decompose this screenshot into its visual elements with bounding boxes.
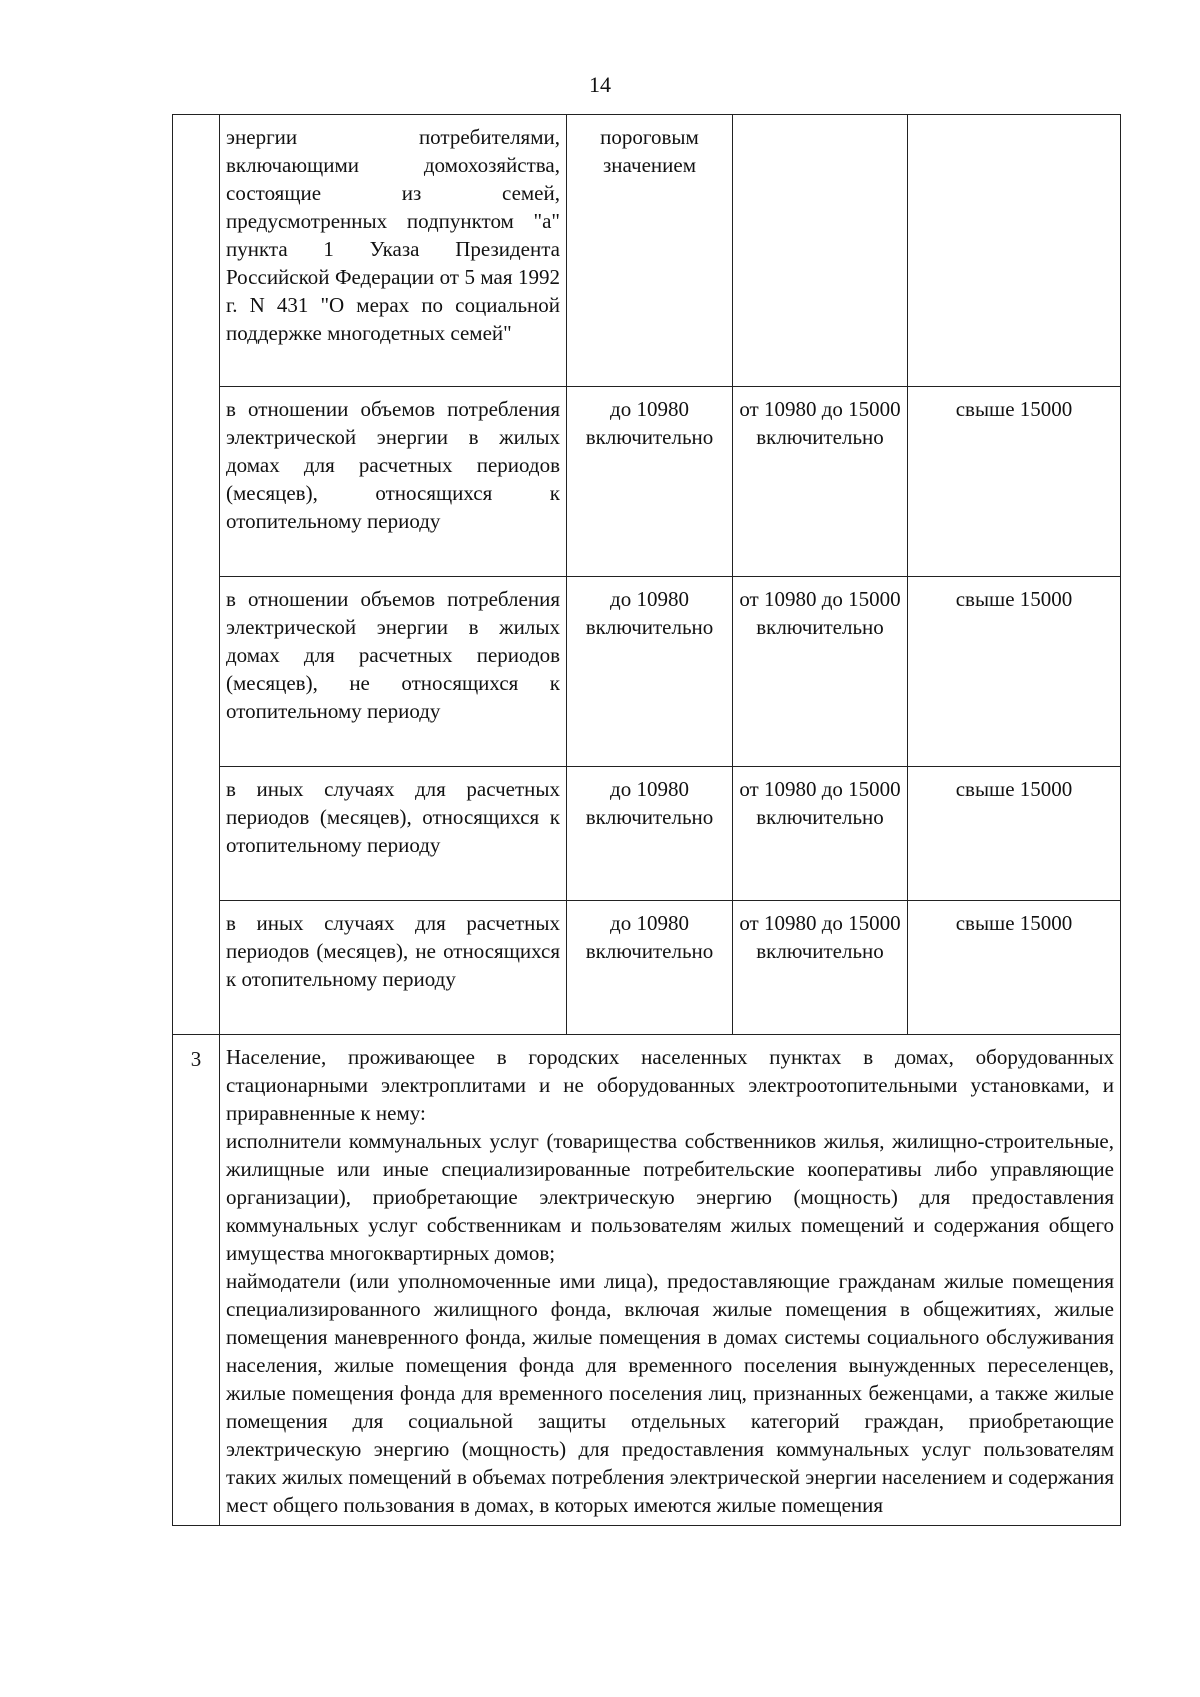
above-cell: свыше 15000 xyxy=(908,901,1121,1035)
paragraph: наймодатели (или уполномоченные ими лица), предоставляющие гражданам жилые помещения специализированного жилищного фонда, включая жилые помещения в общежитиях, жилые помещения маневренного фонда, жилые помещения в домах системы социального обслуживания населения, жилые помещения фонда для временного поселения вынужденных переселенцев, жилые помещения фонда для временного поселения лиц, признанных беженцами, а также жилые помещения для социальной защиты отдельных категорий граждан, приобретающие электрическую энергию (мощность) для предоставления коммунальных услуг пользователям таких жилых помещений в объемах потребления электрической энергии населением и содержания мест общего пользования в домах, в которых имеются жилые помещения xyxy=(226,1269,1114,1517)
row-description: в иных случаях для расчетных периодов (месяцев), не относящихся к отопительному периоду xyxy=(220,901,567,1035)
tariff-table xyxy=(172,114,1121,1526)
range-cell xyxy=(733,115,908,387)
row-description: в отношении объемов потребления электрической энергии в жилых домах для расчетных периодов (месяцев), относящихся к отопительному периоду xyxy=(220,387,567,577)
table-row xyxy=(173,387,1121,577)
above-cell: свыше 15000 xyxy=(908,767,1121,901)
range-cell: от 10980 до 15000 включительно xyxy=(733,387,908,577)
table-row xyxy=(173,577,1121,767)
range-cell: от 10980 до 15000 включительно xyxy=(733,901,908,1035)
paragraph: Население, проживающее в городских населенных пунктах в домах, оборудованных стационарными электроплитами и не оборудованных электроотопительными установками, и приравненные к нему: xyxy=(226,1045,1114,1125)
table-row xyxy=(173,901,1121,1035)
above-cell: свыше 15000 xyxy=(908,577,1121,767)
range-cell: от 10980 до 15000 включительно xyxy=(733,577,908,767)
threshold-cell: до 10980 включительно xyxy=(567,901,733,1035)
row-number-cell xyxy=(173,115,220,1035)
threshold-cell: до 10980 включительно xyxy=(567,387,733,577)
threshold-cell: до 10980 включительно xyxy=(567,767,733,901)
table-row xyxy=(173,115,1121,387)
page-number: 14 xyxy=(589,72,611,97)
row-number-cell: 3 xyxy=(173,1035,220,1526)
above-cell: свыше 15000 xyxy=(908,387,1121,577)
row-description: энергии потребителями, включающими домохозяйства, состоящие из семей, предусмотренных подпунктом "а" пункта 1 Указа Президента Российской Федерации от 5 мая 1992 г. N 431 "О мерах по социальной поддержке многодетных семей" xyxy=(220,115,567,387)
above-cell xyxy=(908,115,1121,387)
table-row xyxy=(173,1035,1121,1526)
paragraph: исполнители коммунальных услуг (товарищества собственников жилья, жилищно-строительные, жилищные или иные специализированные потребительские кооперативы либо управляющие организации), приобретающие электрическую энергию (мощность) для предоставления коммунальных услуг собственникам и пользователям жилых помещений и содержания общего имущества многоквартирных домов; xyxy=(226,1129,1114,1265)
threshold-cell: пороговым значением xyxy=(567,115,733,387)
row-description xyxy=(220,1035,1121,1526)
range-cell: от 10980 до 15000 включительно xyxy=(733,767,908,901)
table-row xyxy=(173,767,1121,901)
row-description: в отношении объемов потребления электрической энергии в жилых домах для расчетных периодов (месяцев), не относящихся к отопительному периоду xyxy=(220,577,567,767)
threshold-cell: до 10980 включительно xyxy=(567,577,733,767)
row-description: в иных случаях для расчетных периодов (месяцев), относящихся к отопительному периоду xyxy=(220,767,567,901)
